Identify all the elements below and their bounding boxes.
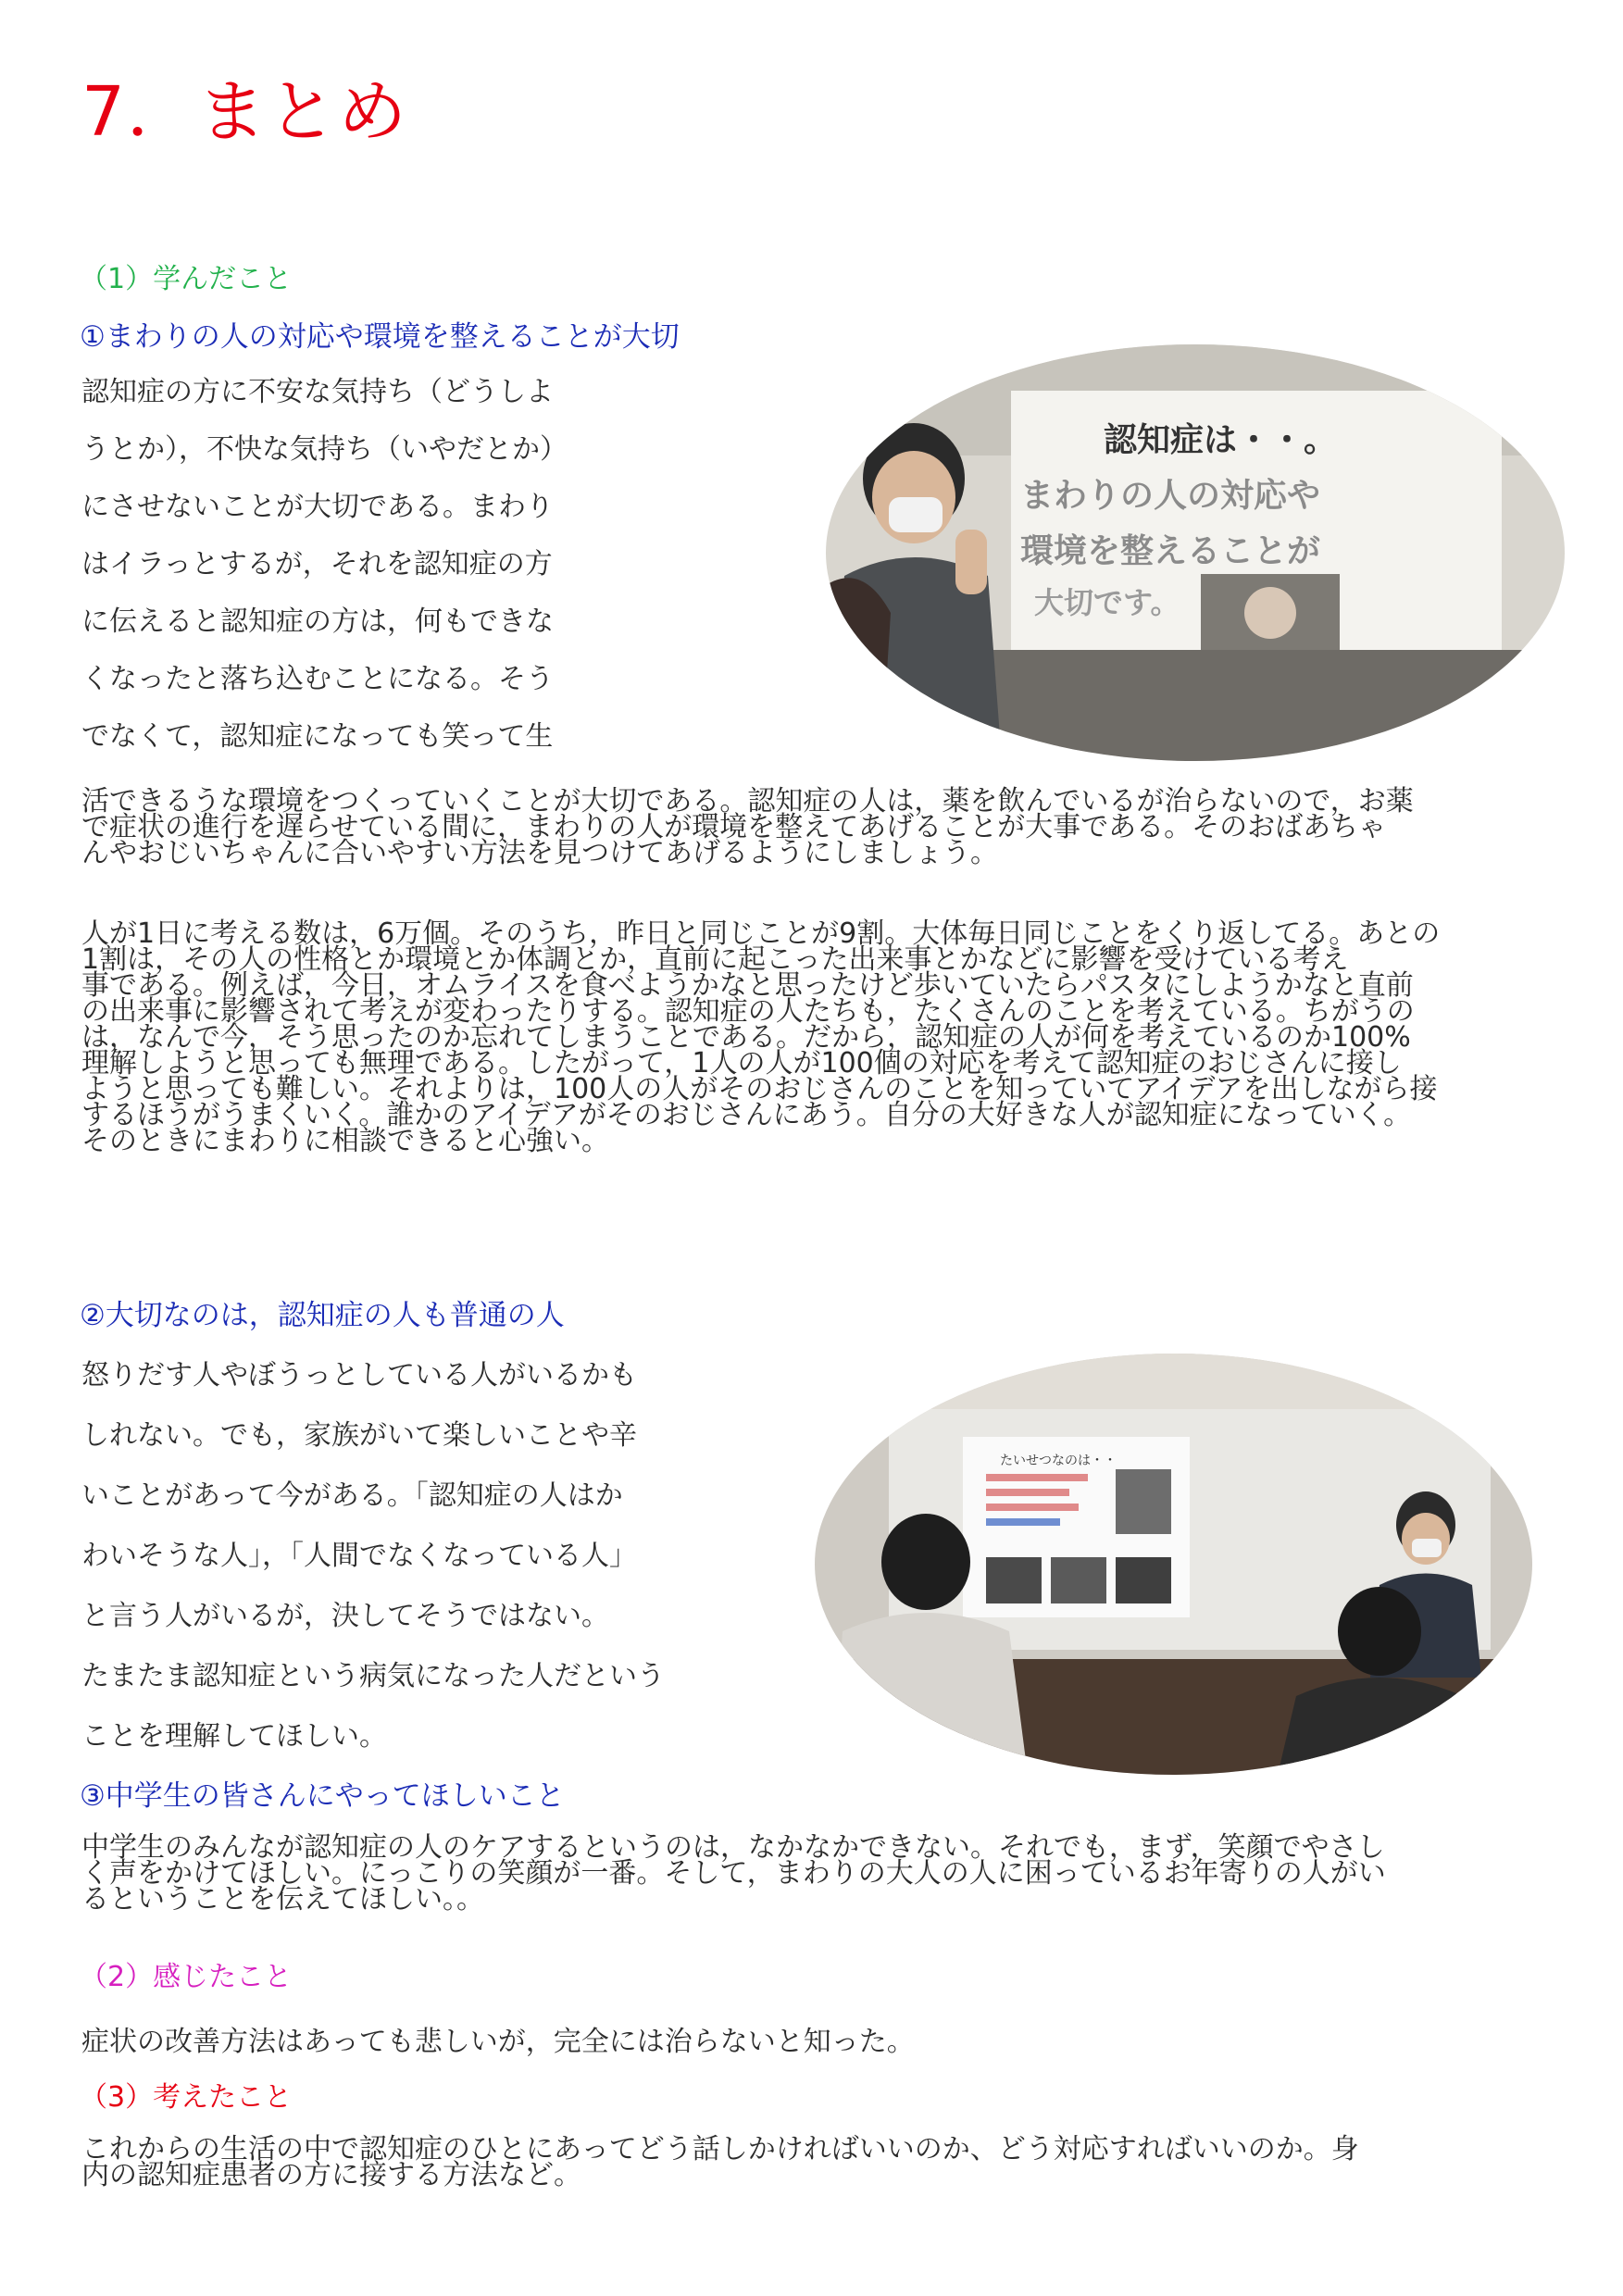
slide-text: 環境を整えることが — [1020, 532, 1321, 570]
lecture-photo-1 — [826, 344, 1565, 761]
text-line: はイラっとするが，それを認知症の方 — [81, 548, 553, 580]
text-line: 理解しようと思っても無理である。したがって，1人の人が100個の対応を考えて認知症のおじさんに接し — [81, 1047, 1402, 1079]
text-line: 1割は，その人の性格とか環境とか体調とか，直前に起こった出来事とかなどに影響を受けている考え — [81, 943, 1349, 976]
text-line: ようと思っても難しい。それよりは，100人の人がそのおじさんのことを知っていてアイデアを出しながら接 — [81, 1073, 1438, 1105]
subsection-2-heading: ②大切なのは，認知症の人も普通の人 — [80, 1299, 565, 1332]
text-line: 怒りだす人やぼうっとしている人がいるかも — [81, 1359, 637, 1391]
text-line: くなったと落ち込むことになる。そう — [81, 663, 554, 695]
text-line: く声をかけてほしい。にっこりの笑顔が一番。そして，まわりの大人の人に困っているお年寄りの人がい — [81, 1857, 1386, 1890]
text-line: は，なんで今，そう思ったのか忘れてしまうことである。だから，認知症の人が何を考えているのか100% — [81, 1021, 1411, 1054]
slide-text: 認知症は・・。 — [1104, 421, 1338, 459]
text-line: これからの生活の中で認知症のひとにあってどう話しかければいいのか、どう対応すればいいのか。身 — [81, 2133, 1359, 2165]
text-line: と言う人がいるが，決してそうではない。 — [81, 1600, 609, 1632]
text-line: るということを伝えてほしい。。 — [81, 1883, 484, 1915]
subsection-1-continued — [81, 785, 1563, 869]
text-line: 人が1日に考える数は，6万個。そのうち，昨日と同じことが9割。大体毎日同じことをくり返してる。あとの — [81, 917, 1441, 950]
slide-text: 大切です。 — [1034, 585, 1180, 620]
text-line: んやおじいちゃんに合いやすい方法を見つけてあげるようにしましょう。 — [81, 837, 998, 869]
text-line: の出来事に影響されて考えが変わったりする。認知症の人たちも，たくさんのことを考えている。ちがうの — [81, 995, 1415, 1028]
text-line: にさせないことが大切である。まわり — [81, 491, 554, 523]
section-felt-text: 症状の改善方法はあっても悲しいが，完全には治らないと知った。 — [81, 2026, 915, 2058]
subsection-3-paragraph — [81, 1831, 1563, 1915]
text-line: ことを理解してほしい。 — [81, 1720, 387, 1753]
slide-text: たいせつなのは・・ — [1000, 1454, 1117, 1468]
text-line: でなくて，認知症になっても笑って生 — [81, 720, 554, 753]
text-line: 認知症の方に不安な気持ち（どうしよ — [81, 376, 554, 408]
section-felt-heading: （2）感じたこと — [80, 1961, 293, 1993]
text-line: いことがあって今がある。「認知症の人はか — [81, 1479, 623, 1512]
text-line: そのときにまわりに相談できると心強い。 — [81, 1125, 609, 1157]
text-line: うとか），不快な気持ち（いやだとか） — [81, 433, 568, 466]
text-line: しれない。でも，家族がいて楽しいことや辛 — [81, 1419, 637, 1452]
text-line: 内の認知症患者の方に接する方法など。 — [81, 2159, 581, 2191]
text-line: 活できるうな環境をつくっていくことが大切である。認知症の人は，薬を飲んでいるが治らないので，お薬 — [81, 785, 1414, 817]
page-title: 7．まとめ — [81, 72, 409, 152]
text-line: するほうがうまくいく。誰かのアイデアがそのおじさんにあう。自分の大好きな人が認知症になっていく。 — [81, 1099, 1412, 1131]
text-line: 事である。例えば，今日，オムライスを食べようかなと思ったけど歩いていたらパスタにしようかなと直前 — [81, 969, 1414, 1002]
text-line: 中学生のみんなが認知症の人のケアするというのは，なかなかできない。それでも，まず，笑顔でやさし — [81, 1831, 1385, 1864]
text-line: で症状の進行を遅らせている間に，まわりの人が環境を整えてあげることが大事である。そのおばあちゃ — [81, 811, 1387, 843]
lecture-photo-2 — [815, 1354, 1532, 1775]
subsection-1-paragraph-2 — [81, 917, 1563, 1157]
subsection-3-heading: ③中学生の皆さんにやってほしいこと — [80, 1779, 565, 1813]
text-line: たまたま認知症という病気になった人だという — [81, 1660, 665, 1692]
text-line: に伝えると認知症の方は，何もできな — [81, 605, 554, 638]
section-thought-paragraph — [81, 2133, 1563, 2191]
section-learned-heading: （1）学んだこと — [80, 263, 293, 295]
text-line: わいそうな人」，「人間でなくなっている人」 — [81, 1540, 637, 1572]
slide-text: まわりの人の対応や — [1020, 477, 1321, 515]
section-thought-heading: （3）考えたこと — [80, 2081, 293, 2114]
subsection-1-heading: ①まわりの人の対応や環境を整えることが大切 — [80, 320, 680, 354]
